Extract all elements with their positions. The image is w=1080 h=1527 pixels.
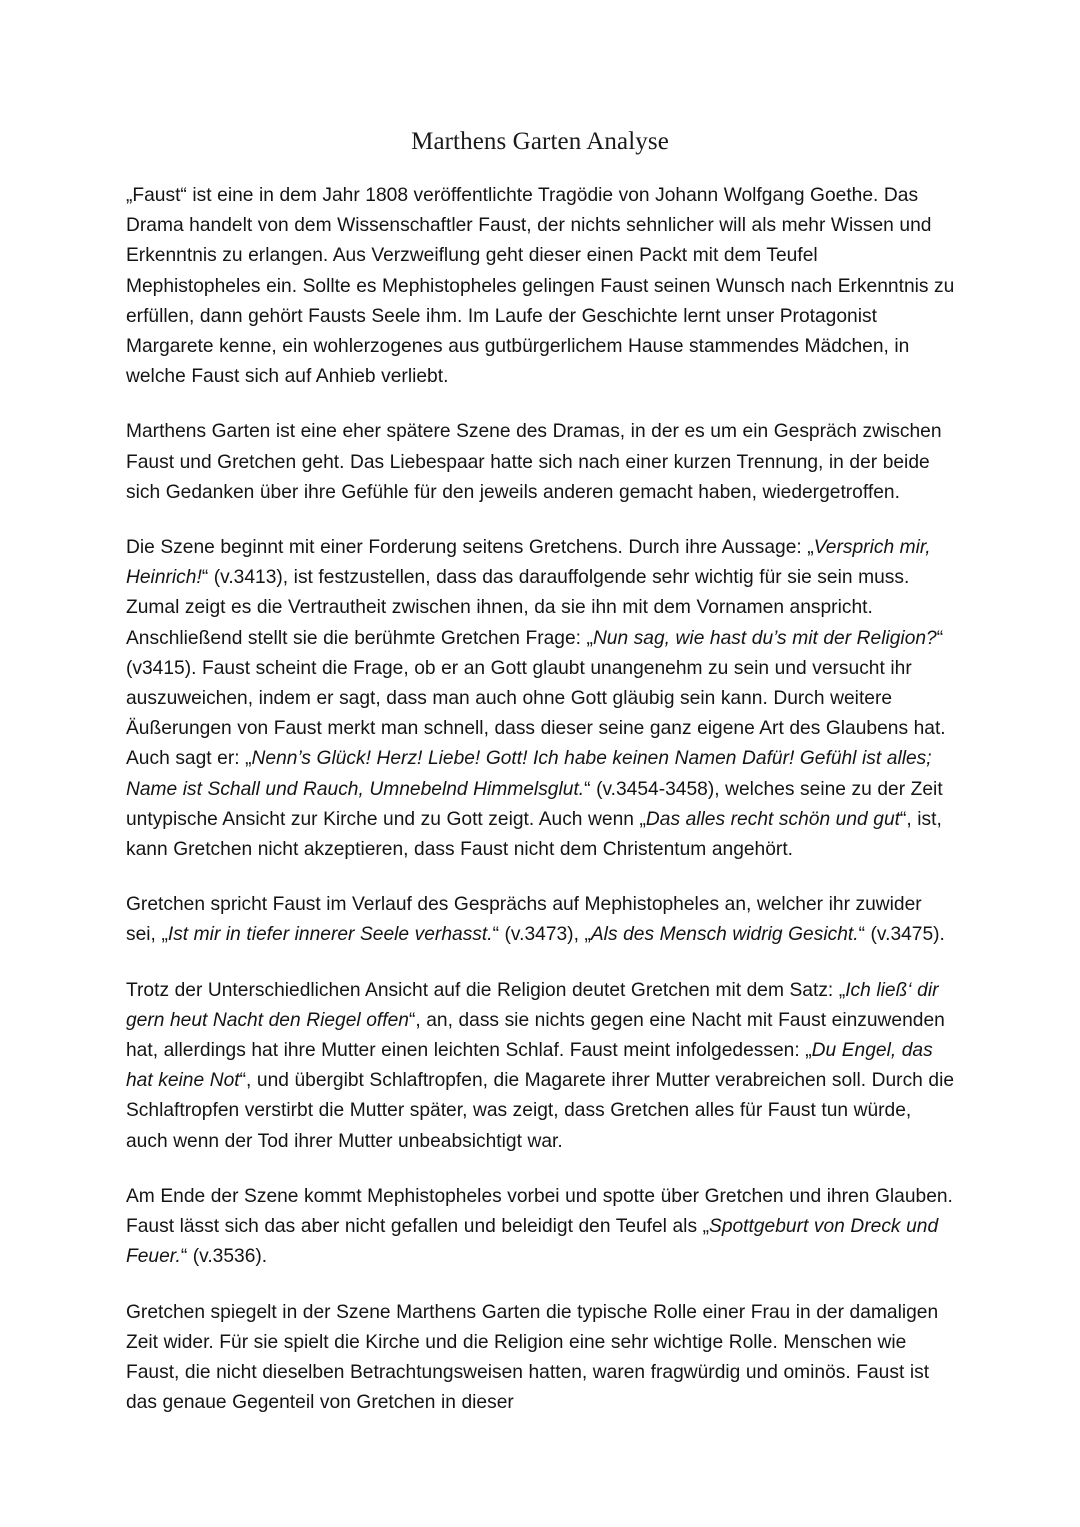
paragraph-mephisto-aversion [126, 890, 956, 950]
quoted-text: Versprich mir, Heinrich! [126, 537, 931, 589]
body-text: „ [586, 627, 593, 649]
body-text: „ [245, 748, 252, 770]
body-text: „ [584, 924, 591, 946]
body-text: “ (v.3473), [492, 924, 585, 946]
quoted-text: Als des Mensch widrig Gesicht. [590, 924, 859, 946]
paragraph-intro-faust [126, 181, 956, 392]
paragraph-scene-context [126, 417, 956, 508]
document-body [126, 181, 956, 1418]
body-text: „Faust“ ist eine in dem Jahr 1808 veröffentlichte Tragödie von Johann Wolfgang Goethe. Das Drama handelt von dem Wissenschaftler Faust, der nichts sehnlicher will als mehr Wissen und Erkenntnis zu erlangen. Aus Verzweiflung geht dieser einen Packt mit dem Teufel Mephistopheles ein. Sollte es Mephistopheles gelingen Faust seinen Wunsch nach Erkenntnis zu erfüllen, dann gehört Fausts Seele ihm. Im Laufe der Geschichte lernt unser Protagonist Margarete kenne, ein wohlerzogenes aus gutbürgerlichem Hause stammendes Mädchen, in welche Faust sich auf Anhieb verliebt. [126, 185, 955, 388]
paragraph-riegel-schlaftropfen [126, 976, 956, 1157]
quoted-text: Nun sag, wie hast du’s mit der Religion? [592, 627, 937, 649]
page-title: Marthens Garten Analyse [411, 128, 669, 155]
paragraph-gretchenfrage [126, 533, 956, 865]
body-text: „ [807, 537, 814, 559]
body-text: „ [805, 1040, 812, 1062]
quoted-text: Nenn’s Glück! Herz! Liebe! Gott! Ich habe keinen Namen Dafür! Gefühl ist alles; Name ist Schall und Rauch, Umnebelnd Himmelsglut. [126, 748, 932, 800]
body-text: „ [639, 808, 646, 830]
paragraph-szenenende-spott [126, 1182, 956, 1273]
body-text: “ (v.3413), ist festzustellen, dass das darauffolgende sehr wichtig für sie sein muss. Zumal zeigt es die Vertrautheit zwischen ihnen, da sie ihn mit dem Vornamen anspricht. Anschließend stellt sie die berühmte Gretchen Frage: [126, 567, 910, 649]
body-text: “, und übergibt Schlaftropfen, die Magarete ihrer Mutter verabreichen soll. Durch die Schlaftropfen verstirbt die Mutter später, was zeigt, dass Gretchen alles für Faust tun würde, auch wenn der Tod ihrer Mutter unbeabsichtigt war. [126, 1070, 955, 1152]
quoted-text: Du Engel, das hat keine Not [126, 1040, 933, 1092]
body-text: “, ist, kann Gretchen nicht akzeptieren, dass Faust nicht dem Christentum angehört. [126, 808, 942, 861]
paragraph-frauenrolle-fazit [126, 1298, 956, 1419]
quoted-text: Das alles recht schön und gut [645, 808, 900, 830]
body-text: Die Szene beginnt mit einer Forderung seitens Gretchens. Durch ihre Aussage: [126, 537, 808, 559]
body-text: „ [838, 979, 846, 1001]
body-text: Am Ende der Szene kommt Mephistopheles vorbei und spotte über Gretchen und ihren Glauben. Faust lässt sich das aber nicht gefallen und beleidigt den Teufel als [126, 1185, 953, 1238]
body-text: Trotz der Unterschiedlichen Ansicht auf die Religion deutet Gretchen mit dem Satz: [126, 979, 839, 1001]
body-text: Gretchen spricht Faust im Verlauf des Gesprächs auf Mephistopheles an, welcher ihr zuwider sei, [126, 894, 922, 946]
body-text: „ [161, 924, 168, 946]
quoted-text: Ist mir in tiefer innerer Seele verhasst. [167, 924, 493, 946]
body-text: “ (v.3454-3458), welches seine zu der Zeit untypische Ansicht zur Kirche und zu Gott zeigt. Auch wenn [126, 778, 943, 830]
body-text: „ [702, 1216, 710, 1238]
body-text: “ (v.3475). [858, 924, 945, 946]
body-text: “ (v3415). Faust scheint die Frage, ob er an Gott glaubt unangenehm zu sein und versucht ihr auszuweichen, indem er sagt, dass man auch ohne Gott gläubig sein kann. Durch weitere Äußerungen von Faust merkt man schnell, dass dieser seine ganz eigene Art des Glaubens hat. Auch sagt er: [126, 627, 946, 770]
quoted-text: Ich ließ‘ dir gern heut Nacht den Riegel offen [126, 979, 939, 1031]
body-text: “ (v.3536). [180, 1246, 268, 1268]
quoted-text: Spottgeburt von Dreck und Feuer. [126, 1216, 939, 1268]
body-text: “, an, dass sie nichts gegen eine Nacht mit Faust einzuwenden hat, allerdings hat ihre Mutter einen leichten Schlaf. Faust meint infolgedessen: [126, 1009, 945, 1062]
body-text: Marthens Garten ist eine eher spätere Szene des Dramas, in der es um ein Gespräch zwischen Faust und Gretchen geht. Das Liebespaar hatte sich nach einer kurzen Trennung, in der beide sich Gedanken über ihre Gefühle für den jeweils anderen gemacht haben, wiedergetroffen. [126, 421, 942, 503]
body-text: Gretchen spiegelt in der Szene Marthens Garten die typische Rolle einer Frau in der damaligen Zeit wider. Für sie spielt die Kirche und die Religion eine sehr wichtige Rolle. Menschen wie Faust, die nicht dieselben Betrachtungsweisen hatten, waren fragwürdig und ominös. Faust ist das genaue Gegenteil von Gretchen in dieser [126, 1301, 939, 1414]
